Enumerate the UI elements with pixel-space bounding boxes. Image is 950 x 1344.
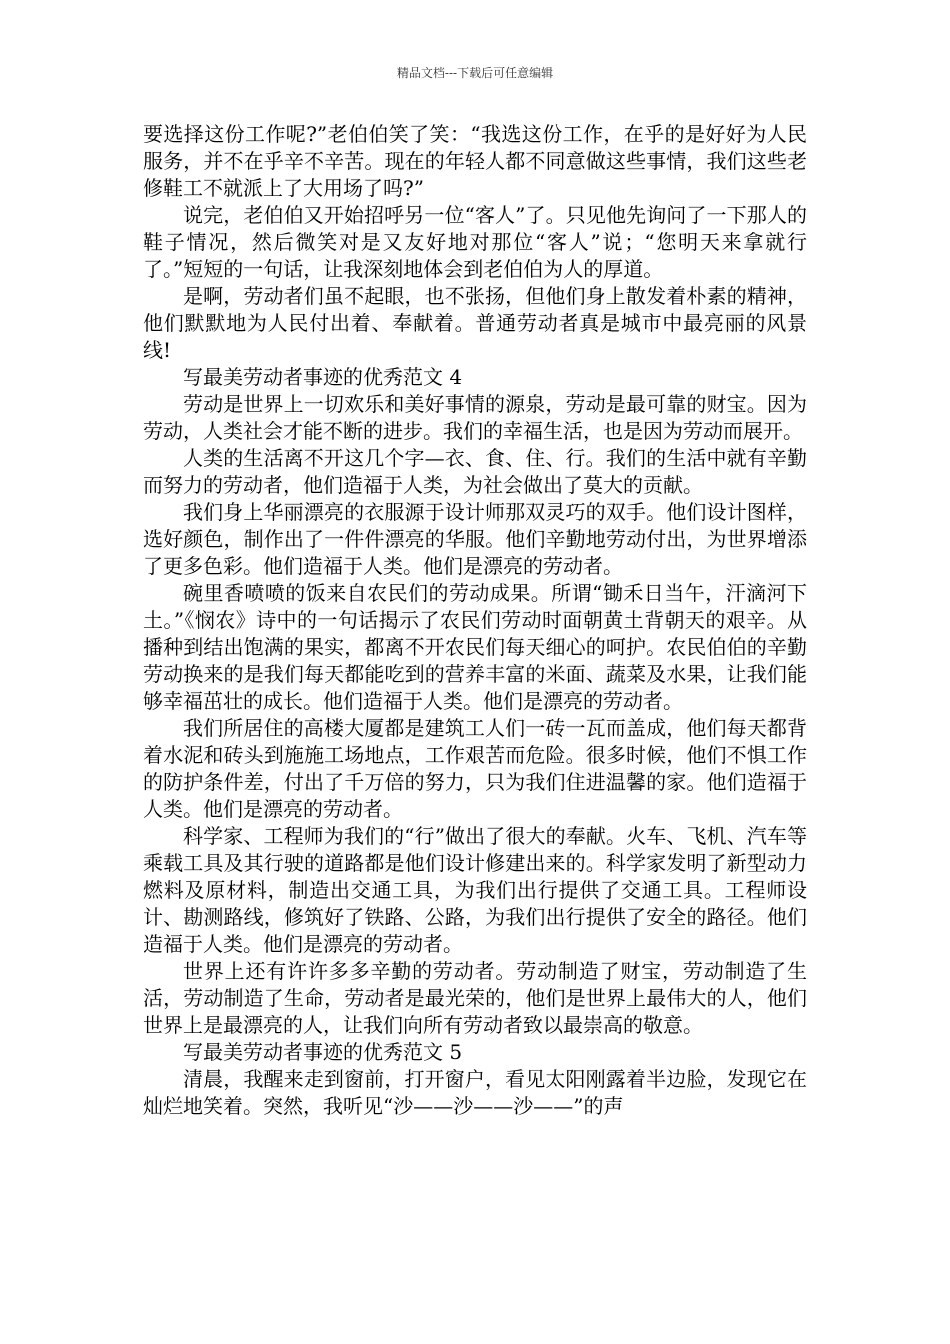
paragraph: 清晨，我醒来走到窗前，打开窗户，看见太阳刚露着半边脸，发现它在灿烂地笑着。突然，我听见“沙——沙——沙——”的声	[143, 1067, 807, 1118]
document-body	[143, 121, 807, 1120]
paragraph: 要选择这份工作呢?”老伯伯笑了笑：“我选这份工作，在乎的是好好为人民服务，并不在乎辛不辛苦。现在的年轻人都不同意做这些事情，我们这些老修鞋工不就派上了大用场了吗?”	[143, 122, 807, 200]
paragraph: 说完，老伯伯又开始招呼另一位“客人”了。只见他先询问了一下那人的鞋子情况，然后微笑对是又友好地对那位“客人”说；“您明天来拿就行了。”短短的一句话，让我深刻地体会到老伯伯为人的厚道。	[143, 203, 807, 281]
paragraph: 碗里香喷喷的饭来自农民们的劳动成果。所谓“锄禾日当午，汗滴河下土。”《悯农》诗中的一句话揭示了农民们劳动时面朝黄土背朝天的艰辛。从播种到结出饱满的果实，都离不开农民们每天细心的呵护。农民伯伯的辛勤劳动换来的是我们每天都能吃到的营养丰富的米面、蔬菜及水果，让我们能够幸福茁壮的成长。他们造福于人类。他们是漂亮的劳动者。	[143, 581, 807, 713]
section-heading: 写最美劳动者事迹的优秀范文 5	[183, 1040, 463, 1064]
paragraph: 是啊，劳动者们虽不起眼，也不张扬，但他们身上散发着朴素的精神，他们默默地为人民付出着、奉献着。普通劳动者真是城市中最亮丽的风景线!	[143, 284, 807, 362]
paragraph: 我们身上华丽漂亮的衣服源于设计师那双灵巧的双手。他们设计图样，选好颜色，制作出了一件件漂亮的华服。他们辛勤地劳动付出，为世界增添了更多色彩。他们造福于人类。他们是漂亮的劳动者。	[143, 500, 807, 578]
paragraph: 我们所居住的高楼大厦都是建筑工人们一砖一瓦而盖成，他们每天都背着水泥和砖头到施施工场地点，工作艰苦而危险。很多时候，他们不惧工作的防护条件差，付出了千万倍的努力，只为我们住进温馨的家。他们造福于人类。他们是漂亮的劳动者。	[143, 716, 807, 821]
section-heading: 写最美劳动者事迹的优秀范文 4	[183, 365, 463, 389]
page-header: 精品文档---下载后可任意编辑	[396, 66, 554, 80]
paragraph: 世界上还有许许多多辛勤的劳动者。劳动制造了财宝，劳动制造了生活，劳动制造了生命，劳动者是最光荣的，他们是世界上最伟大的人，他们世界上是最漂亮的人，让我们向所有劳动者致以最崇高的敬意。	[143, 959, 807, 1037]
paragraph: 劳动是世界上一切欢乐和美好事情的源泉，劳动是最可靠的财宝。因为劳动，人类社会才能不断的进步。我们的幸福生活，也是因为劳动而展开。	[143, 392, 807, 443]
paragraph: 人类的生活离不开这几个字—衣、食、住、行。我们的生活中就有辛勤而努力的劳动者，他们造福于人类，为社会做出了莫大的贡献。	[143, 446, 807, 497]
paragraph: 科学家、工程师为我们的“行”做出了很大的奉献。火车、飞机、汽车等乘载工具及其行驶的道路都是他们设计修建出来的。科学家发明了新型动力燃料及原材料，制造出交通工具，为我们出行提供了交通工具。工程师设计、勘测路线，修筑好了铁路、公路，为我们出行提供了安全的路径。他们造福于人类。他们是漂亮的劳动者。	[143, 824, 807, 956]
